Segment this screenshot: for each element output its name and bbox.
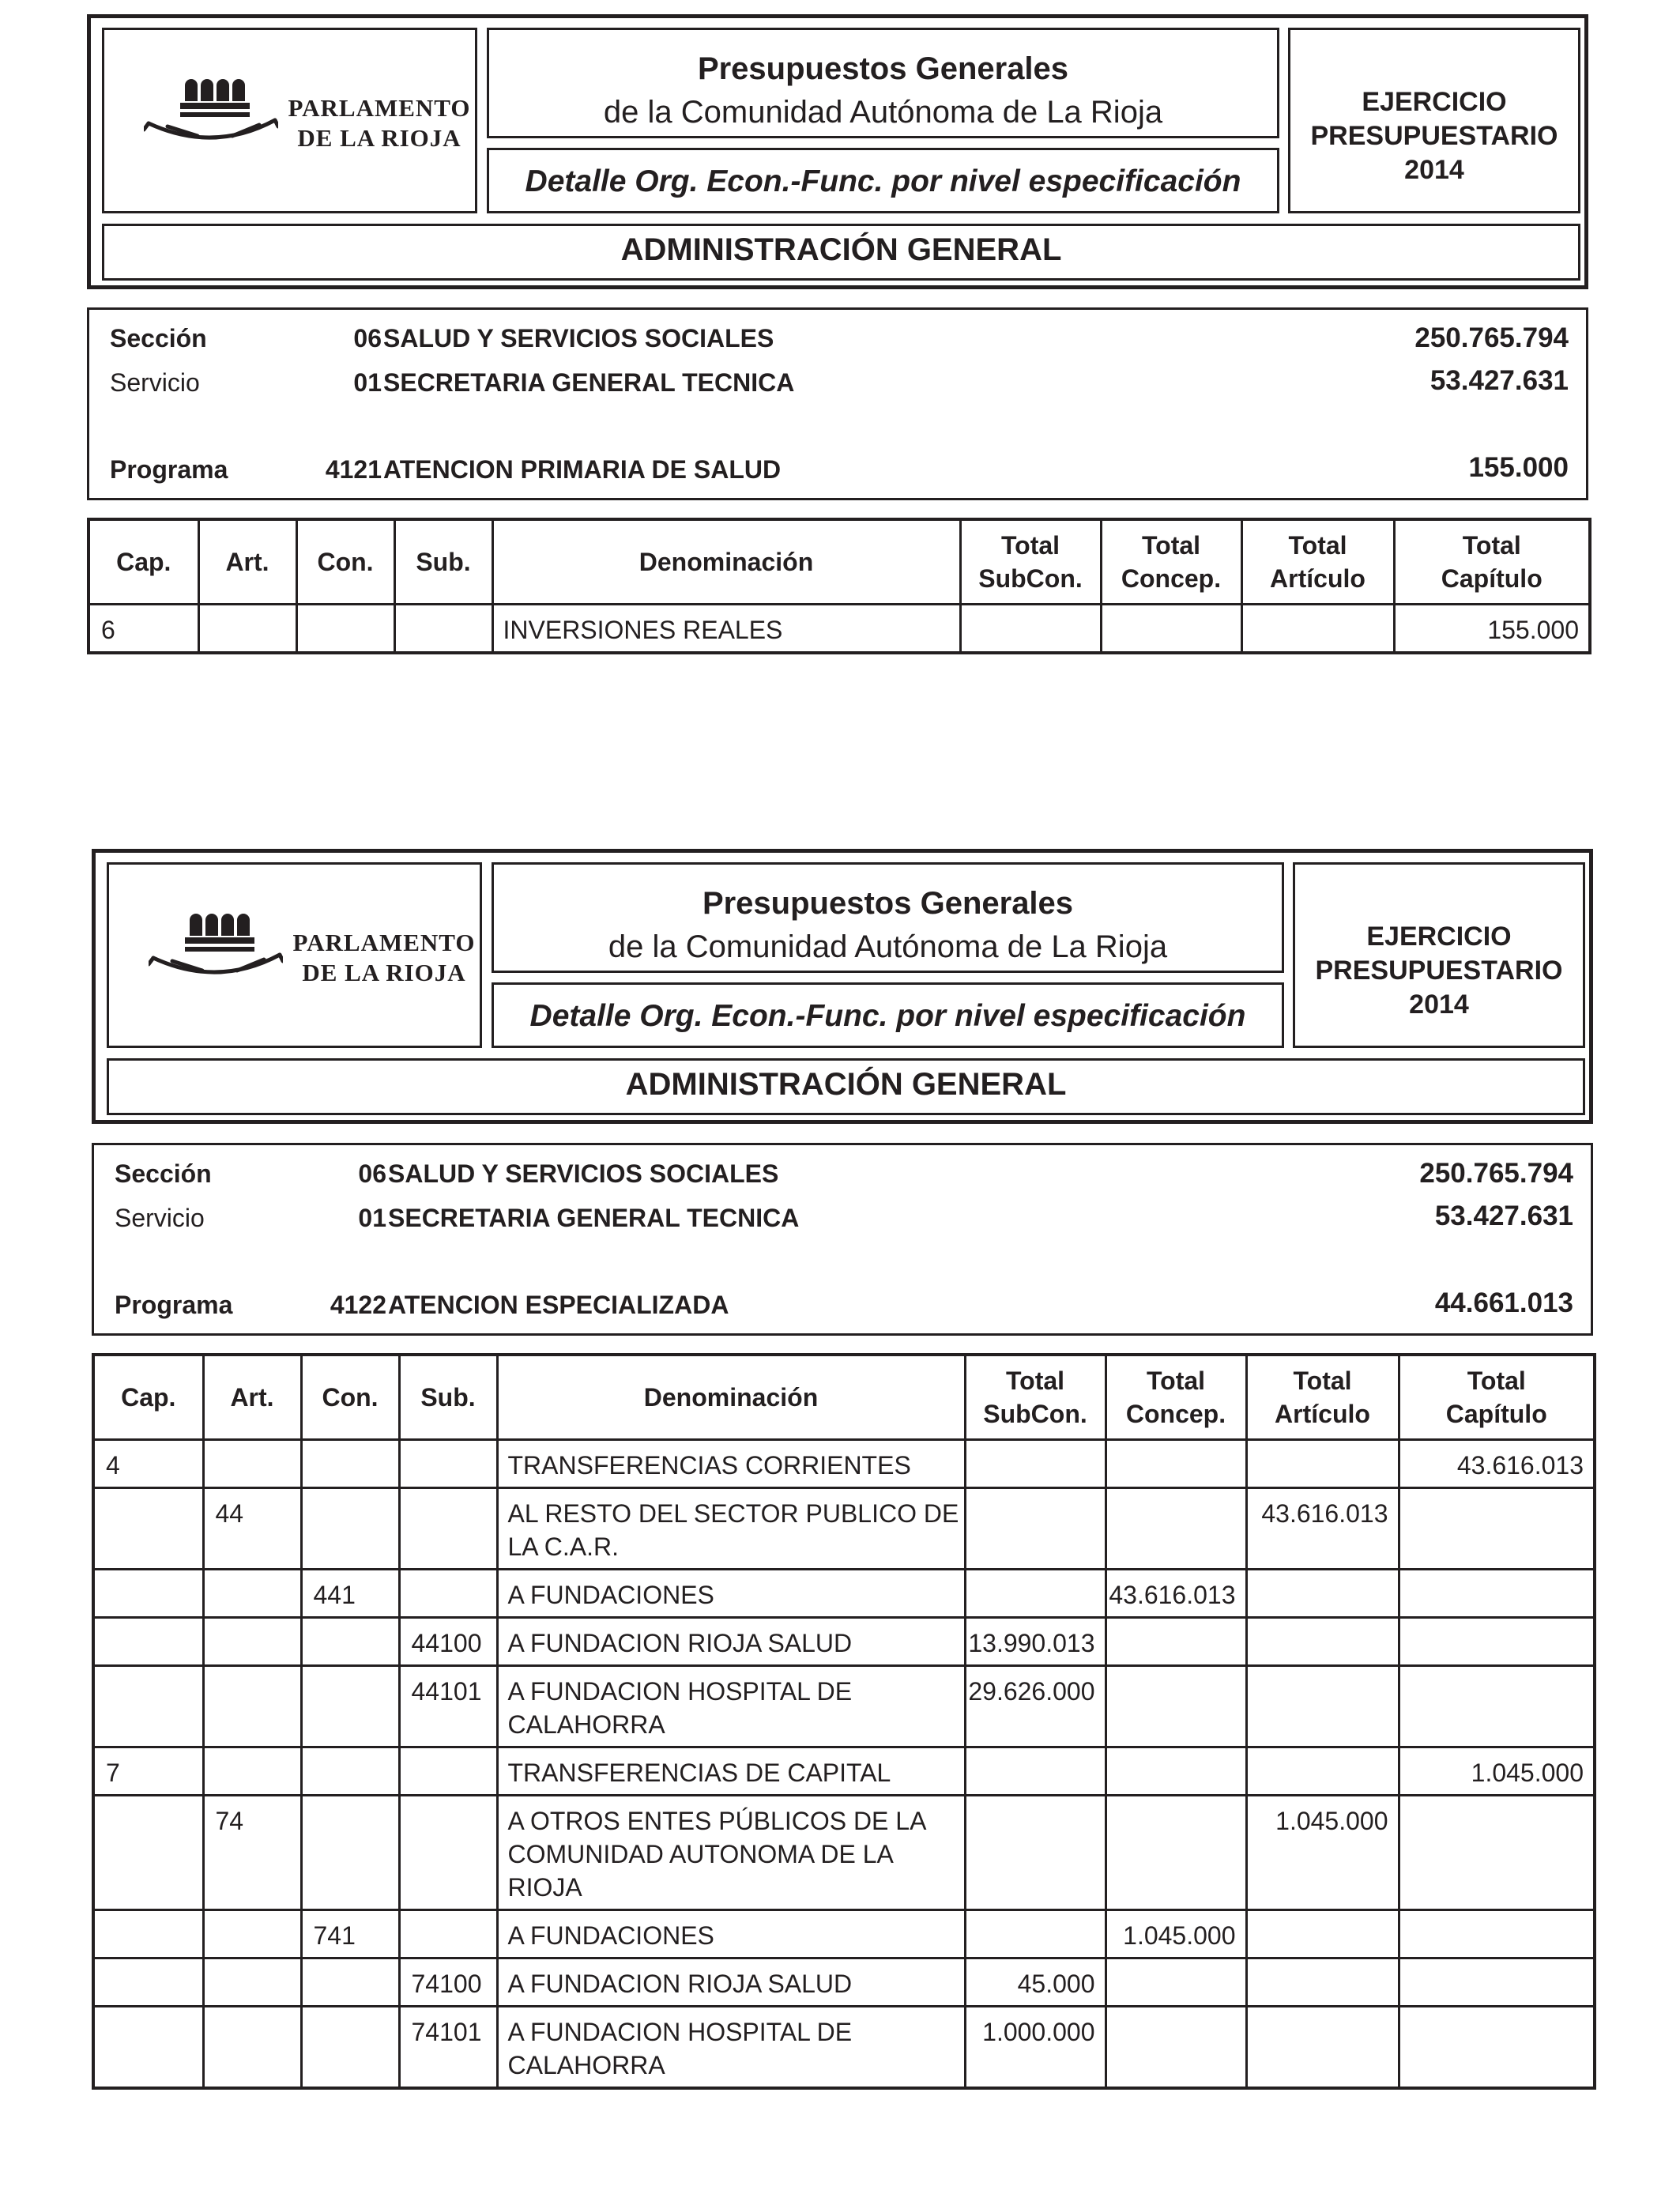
cell-denominacion: A FUNDACION HOSPITAL DE CALAHORRA [497,1666,965,1747]
seccion-name: SALUD Y SERVICIOS SOCIALES [383,324,774,352]
programa-label: Programa [110,455,228,484]
cell-total-subcon: 45.000 [965,1958,1106,2007]
year-line2: PRESUPUESTARIO [1310,121,1558,151]
programa-amount: 44.661.013 [1434,1287,1573,1318]
cell-total-articulo [1246,1440,1399,1488]
parliament-logo-icon [149,903,283,988]
cell-art [203,1747,301,1796]
cell-denominacion: AL RESTO DEL SECTOR PUBLICO DE LA C.A.R. [497,1488,965,1570]
cell-cap [93,1910,203,1958]
title-box [487,28,1279,138]
cell-total-concep [1106,2007,1246,2089]
cell-cap [93,2007,203,2089]
cell-total-capitulo [1399,1666,1595,1747]
col-header-total-capitulo-line1: Total [1467,1367,1526,1395]
cell-total-capitulo [1399,2007,1595,2089]
header-frame [87,14,1588,289]
table-row [93,1570,1595,1618]
title-line2: de la Comunidad Autónoma de La Rioja [608,929,1168,964]
col-header-total-concep [1106,1355,1246,1440]
cell-total-subcon: 13.990.013 [965,1618,1106,1666]
col-header-total-concep-line2: Concep. [1121,564,1222,593]
col-header-total-capitulo-line2: Capítulo [1445,1400,1547,1428]
servicio-amount: 53.427.631 [1434,1201,1573,1231]
cell-con: 441 [301,1570,399,1618]
cell-total-subcon [965,1488,1106,1570]
programa-code: 4122 [330,1291,386,1319]
cell-total-concep [1101,605,1241,654]
cell-denominacion: TRANSFERENCIAS CORRIENTES [497,1440,965,1488]
title-line2: de la Comunidad Autónoma de La Rioja [603,95,1163,130]
cell-total-concep [1106,1666,1246,1747]
col-header-sub: Sub. [399,1355,497,1440]
cell-con [301,1440,399,1488]
col-header-total-capitulo-line2: Capítulo [1441,564,1543,593]
table-row [93,2007,1595,2089]
cell-denominacion: A FUNDACIONES [497,1910,965,1958]
col-header-total-concep-line2: Concep. [1125,1400,1226,1428]
col-header-denominacion: Denominación [492,519,960,605]
servicio-code: 01 [358,1204,386,1232]
col-header-total-articulo-line2: Artículo [1275,1400,1370,1428]
logo-box [102,28,477,213]
cell-total-concep [1106,1747,1246,1796]
programa-label: Programa [115,1291,233,1319]
cell-con [301,1958,399,2007]
cell-total-subcon [965,1440,1106,1488]
cell-total-subcon [960,605,1101,654]
col-header-total-subcon [965,1355,1106,1440]
admin-box [102,224,1580,281]
seccion-label: Sección [110,324,207,352]
table-row [93,1440,1595,1488]
servicio-label: Servicio [115,1204,205,1232]
seccion-label: Sección [115,1159,212,1188]
cell-total-subcon [965,1910,1106,1958]
col-header-total-subcon-line1: Total [1005,1367,1065,1395]
cell-cap [93,1488,203,1570]
seccion-amount: 250.765.794 [1414,322,1569,353]
col-header-denominacion: Denominación [497,1355,965,1440]
cell-cap [93,1618,203,1666]
table-row [93,1666,1595,1747]
cell-sub: 74101 [399,2007,497,2089]
cell-sub [394,605,492,654]
cell-total-subcon: 1.000.000 [965,2007,1106,2089]
cell-art [203,1570,301,1618]
header-frame [92,849,1593,1124]
col-header-total-subcon-line2: SubCon. [978,564,1083,593]
table-row [93,1910,1595,1958]
table-row [93,1488,1595,1570]
cell-sub [399,1747,497,1796]
col-header-total-concep-line1: Total [1141,531,1201,560]
cell-sub [399,1570,497,1618]
cell-total-articulo [1246,2007,1399,2089]
subtitle-box [487,148,1279,213]
cell-art [203,1666,301,1747]
cell-art [203,2007,301,2089]
cell-total-concep [1106,1440,1246,1488]
section-info-box [87,307,1588,500]
col-header-total-articulo-line1: Total [1293,1367,1352,1395]
cell-total-articulo [1246,1747,1399,1796]
cell-art [203,1958,301,2007]
cell-total-subcon [965,1570,1106,1618]
cell-total-capitulo: 1.045.000 [1399,1747,1595,1796]
cell-cap [93,1796,203,1910]
cell-con [301,1666,399,1747]
cell-sub [399,1910,497,1958]
year-box [1293,862,1585,1048]
subtitle-box [492,982,1284,1048]
year-line2: PRESUPUESTARIO [1315,956,1563,986]
document-title [494,882,1282,969]
cell-total-subcon [965,1796,1106,1910]
col-header-cap: Cap. [89,519,198,605]
col-header-cap: Cap. [93,1355,203,1440]
cell-total-concep [1106,1618,1246,1666]
cell-art [203,1910,301,1958]
cell-cap: 4 [93,1440,203,1488]
seccion-code: 06 [358,1159,386,1188]
col-header-total-concep [1101,519,1241,605]
cell-con [301,1618,399,1666]
cell-con [301,1796,399,1910]
col-header-total-articulo-line1: Total [1288,531,1347,560]
year-line1: EJERCICIO [1362,87,1507,117]
year-line3: 2014 [1404,155,1464,185]
col-header-art: Art. [203,1355,301,1440]
cell-total-concep: 43.616.013 [1106,1570,1246,1618]
cell-total-articulo: 1.045.000 [1246,1796,1399,1910]
budget-table [87,518,1591,654]
cell-total-articulo [1246,1910,1399,1958]
year-box [1288,28,1580,213]
cell-denominacion: A FUNDACION RIOJA SALUD [497,1958,965,2007]
cell-art: 44 [203,1488,301,1570]
cell-total-concep [1106,1488,1246,1570]
cell-sub: 44100 [399,1618,497,1666]
col-header-total-capitulo [1394,519,1590,605]
cell-art [203,1440,301,1488]
cell-total-articulo [1241,605,1394,654]
cell-denominacion: TRANSFERENCIAS DE CAPITAL [497,1747,965,1796]
document-title [489,47,1277,134]
year-line1: EJERCICIO [1366,922,1512,952]
cell-denominacion: A FUNDACIONES [497,1570,965,1618]
col-header-total-capitulo-line1: Total [1462,531,1521,560]
cell-cap [93,1958,203,2007]
cell-total-capitulo [1399,1958,1595,2007]
section-info-box [92,1143,1593,1336]
cell-sub [399,1440,497,1488]
servicio-name: SECRETARIA GENERAL TECNICA [383,368,795,397]
fiscal-year [1290,85,1578,187]
cell-denominacion: A OTROS ENTES PÚBLICOS DE LA COMUNIDAD AUTONOMA DE LA RIOJA [497,1796,965,1910]
col-header-total-subcon [960,519,1101,605]
cell-art [198,605,296,654]
cell-sub: 44101 [399,1666,497,1747]
col-header-total-subcon-line2: SubCon. [983,1400,1087,1428]
seccion-code: 06 [353,324,382,352]
col-header-total-articulo [1241,519,1394,605]
title-box [492,862,1284,973]
programa-code: 4121 [325,455,382,484]
parliament-name-line1: PARLAMENTO [288,94,471,122]
cell-con [301,1747,399,1796]
parliament-logo-icon [144,68,278,153]
servicio-label: Servicio [110,368,200,397]
col-header-con: Con. [296,519,394,605]
cell-total-capitulo: 155.000 [1394,605,1590,654]
cell-total-concep [1106,1796,1246,1910]
col-header-total-subcon-line1: Total [1000,531,1060,560]
table-row [93,1618,1595,1666]
cell-con [301,2007,399,2089]
cell-total-articulo [1246,1958,1399,2007]
servicio-amount: 53.427.631 [1430,365,1569,396]
cell-cap: 6 [89,605,198,654]
fiscal-year [1295,920,1583,1022]
seccion-amount: 250.765.794 [1419,1158,1573,1189]
col-header-total-concep-line1: Total [1146,1367,1206,1395]
col-header-total-capitulo [1399,1355,1595,1440]
seccion-name: SALUD Y SERVICIOS SOCIALES [388,1159,779,1188]
programa-name: ATENCION PRIMARIA DE SALUD [383,455,782,484]
cell-total-articulo: 43.616.013 [1246,1488,1399,1570]
parliament-name [284,93,474,153]
col-header-art: Art. [198,519,296,605]
cell-denominacion: A FUNDACION HOSPITAL DE CALAHORRA [497,2007,965,2089]
table-row [93,1958,1595,2007]
cell-total-subcon [965,1747,1106,1796]
cell-cap [93,1570,203,1618]
programa-name: ATENCION ESPECIALIZADA [388,1291,729,1319]
cell-total-articulo [1246,1666,1399,1747]
col-header-total-articulo [1246,1355,1399,1440]
year-line3: 2014 [1409,990,1469,1020]
table-row [93,1747,1595,1796]
cell-cap: 7 [93,1747,203,1796]
title-line1: Presupuestos Generales [702,886,1074,921]
budget-table [92,1353,1596,2090]
cell-denominacion: INVERSIONES REALES [492,605,960,654]
cell-art: 74 [203,1796,301,1910]
administration-title: ADMINISTRACIÓN GENERAL [625,1067,1067,1102]
cell-art [203,1618,301,1666]
col-header-con: Con. [301,1355,399,1440]
cell-denominacion: A FUNDACION RIOJA SALUD [497,1618,965,1666]
cell-total-capitulo [1399,1910,1595,1958]
cell-total-concep [1106,1958,1246,2007]
table-header-row [93,1355,1595,1440]
parliament-name-line2: DE LA RIOJA [302,959,466,986]
cell-total-capitulo [1399,1618,1595,1666]
admin-box [107,1058,1585,1115]
cell-sub [399,1488,497,1570]
cell-total-articulo [1246,1570,1399,1618]
cell-con: 741 [301,1910,399,1958]
cell-total-capitulo: 43.616.013 [1399,1440,1595,1488]
administration-title: ADMINISTRACIÓN GENERAL [620,232,1062,267]
cell-total-capitulo [1399,1488,1595,1570]
col-header-sub: Sub. [394,519,492,605]
col-header-total-articulo-line2: Artículo [1270,564,1365,593]
parliament-name-line1: PARLAMENTO [292,929,476,956]
servicio-name: SECRETARIA GENERAL TECNICA [388,1204,800,1232]
document-subtitle: Detalle Org. Econ.-Func. por nivel especificación [529,999,1246,1033]
cell-total-concep: 1.045.000 [1106,1910,1246,1958]
logo-box [107,862,482,1048]
cell-total-articulo [1246,1618,1399,1666]
cell-total-capitulo [1399,1796,1595,1910]
title-line1: Presupuestos Generales [697,51,1069,86]
table-header-row [89,519,1590,605]
cell-con [296,605,394,654]
parliament-name-line2: DE LA RIOJA [297,124,461,152]
document-subtitle: Detalle Org. Econ.-Func. por nivel especificación [525,164,1241,198]
cell-sub: 74100 [399,1958,497,2007]
servicio-code: 01 [353,368,382,397]
table-row [89,605,1590,654]
cell-total-subcon: 29.626.000 [965,1666,1106,1747]
cell-con [301,1488,399,1570]
cell-sub [399,1796,497,1910]
cell-cap [93,1666,203,1747]
cell-total-capitulo [1399,1570,1595,1618]
table-row [93,1796,1595,1910]
parliament-name [289,928,479,988]
programa-amount: 155.000 [1468,452,1569,483]
